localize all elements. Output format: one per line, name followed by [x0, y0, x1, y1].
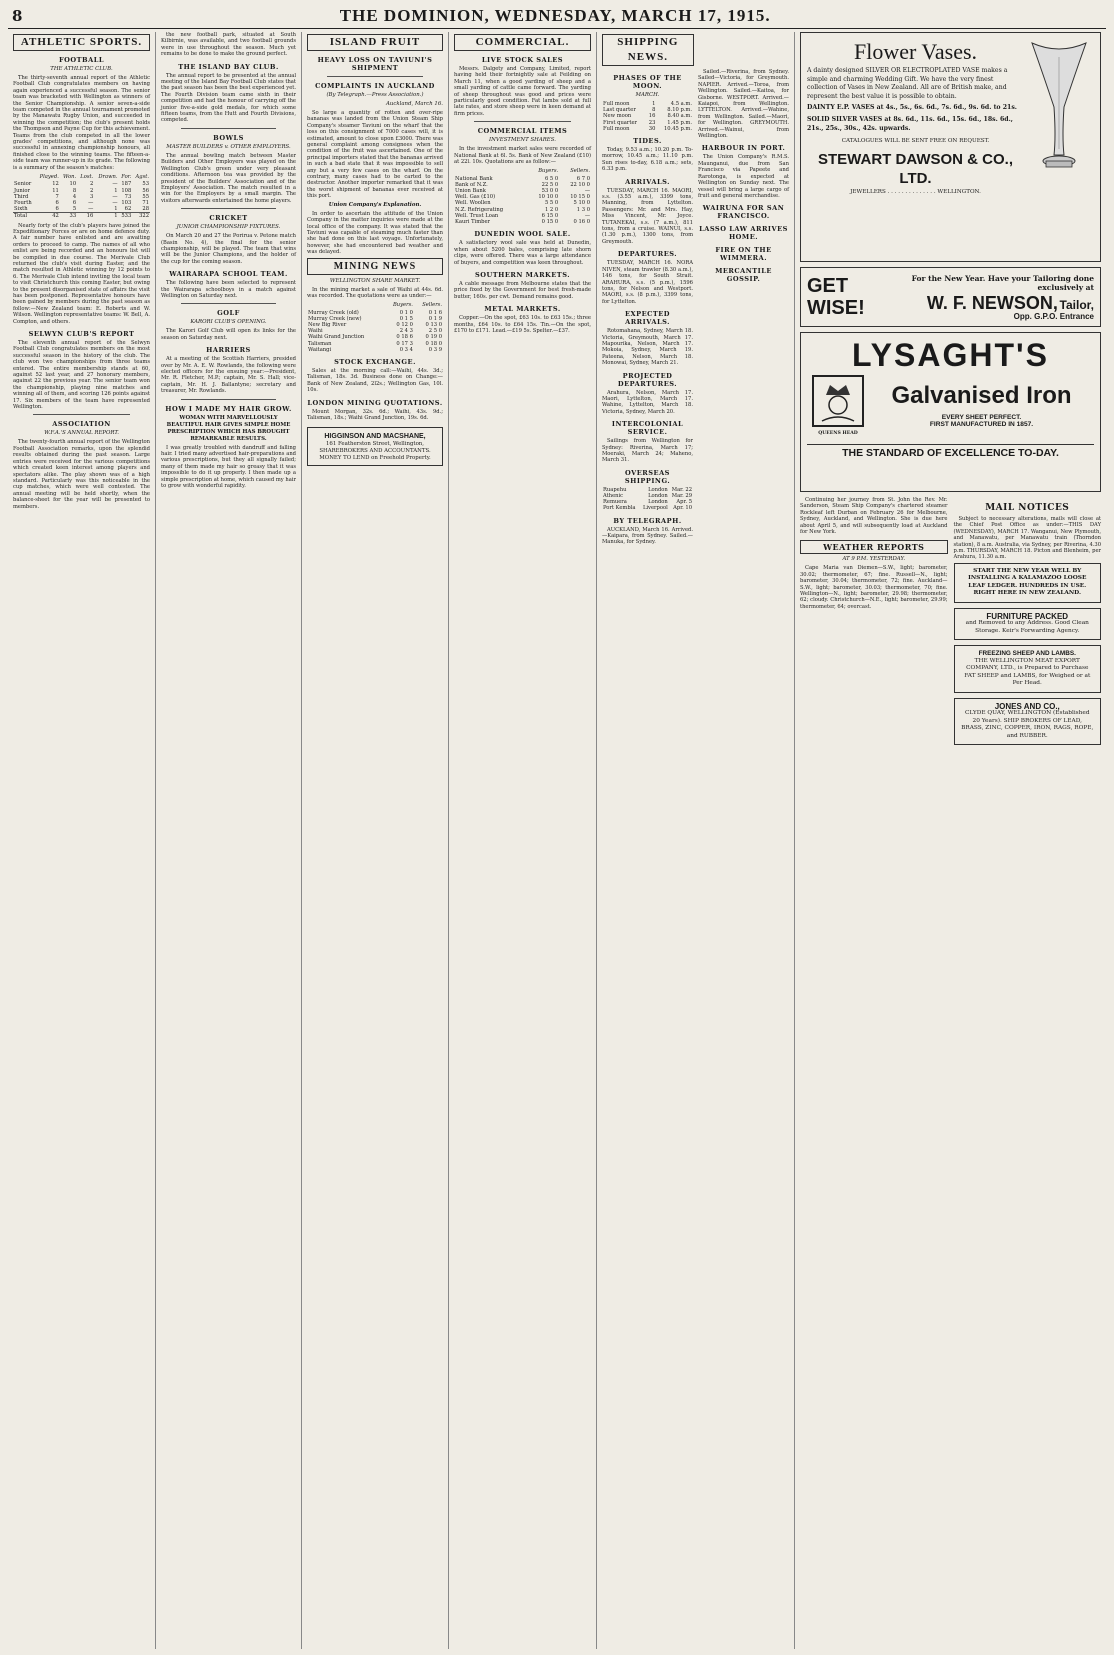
section-title-mining: MINING NEWS: [307, 258, 443, 275]
subheading-weather: AT 9 P.M. YESTERDAY.: [842, 556, 906, 563]
article-island-fruit: So large a quantity of rotten and over-ripe bananas was landed from the Union Steam Ship Company's steamer Taviuni on the wharf that the loss on this consignment of 7000 cases will, it is estimated, amount to close upon £3000. There was general complaint among consignees when the condition of the fruit was ascertained. One of the principal importers stated that the bananas arrived in such a bad state that it was impossible to sell any but a very few cases on the wharf. On the contrary, many cases had to be carted to the destructor. Another importer remarked that it was the worst shipment of bananas ever received at this port.: [307, 110, 443, 200]
ad-jones-heading: JONES AND CO.,: [994, 701, 1060, 711]
heading-live-stock: LIVE STOCK SALES: [481, 56, 564, 64]
ad-flower-vases-body: A dainty designed SILVER OR ELECTROPLATED VASE makes a simple and charming Wedding Gift. We have the very finest collection of Vases in New Zealand. All are of British make, and represent the best value it is possible to obtain.: [807, 67, 1008, 100]
shipping-subcolumn-right: [698, 69, 789, 548]
heading-overseas-shipping: OVERSEAS SHIPPING.: [624, 468, 671, 485]
heading-moon-phases: PHASES OF THE MOON.: [613, 74, 682, 90]
table-row: Sixth 6 5 — 1 62 28: [14, 206, 149, 213]
table-row: N.Z. Refrigerating 1 2 0 1 3 0: [455, 206, 590, 213]
table-row: Bank of N.Z. 22 5 0 22 10 0: [455, 181, 590, 188]
ad-stewart-dawson: STEWART DAWSON & CO., LTD.: [818, 150, 1013, 187]
column-athletic-sports: [8, 32, 156, 1649]
heading-harriers: HARRIERS: [206, 346, 251, 355]
ad-lysaght-claim1: EVERY SHEET PERFECT.: [941, 414, 1022, 422]
article-hair: I was greatly troubled with dandruff and falling hair. I tried many advertised hair-preparations and various prescriptions, but they all signally failed; many of them made my hair so greasy that it was impossible to do it up properly. I then made up a simple prescription at home, which caused my hair to grow with wonderful rapidity.: [161, 444, 296, 490]
table-row: New Big River 0 12 0 0 13 0: [308, 321, 442, 328]
ad-flower-vases-title: Flower Vases.: [853, 39, 978, 64]
ad-newson-body: [902, 274, 1094, 320]
heading-union-explanation: Union Company's Explanation.: [328, 201, 422, 208]
ad-flower-vases-text: [807, 37, 1024, 257]
ad-lysaght: [800, 332, 1101, 492]
vase-icon: [1024, 37, 1094, 257]
column-island-fruit: [302, 32, 449, 1649]
table-row: Waitangi 0 3 4 0 3 9: [308, 346, 442, 353]
article-by-telegraph: AUCKLAND, March 16. Arrived.—Kaipara, from Sydney. Sailed.—Manuka, for Sydney.: [602, 526, 693, 546]
divider: [181, 128, 276, 129]
subheading-athletic-club: THE ATHLETIC CLUB.: [50, 66, 113, 72]
heading-golf: GOLF: [217, 309, 240, 318]
heading-cricket: CRICKET: [209, 214, 248, 223]
heading-southern-markets: SOUTHERN MARKETS.: [474, 270, 571, 279]
ad-freezing: [954, 645, 1102, 693]
ad-flower-vases: [800, 32, 1101, 262]
ads-lower-subcolumns: [800, 497, 1101, 750]
article-harriers: At a meeting of the Scottish Harriers, presided over by Mr. A. E. W. Rowlands, the following were elected officers for the ensuing year:—President, Mr. R. Fletcher, M.P.; captain, Mr. S. Hall; vice-captain, Mr. H. J. Ballantyne; secretary and treasurer, Mr. Rowlands.: [161, 356, 296, 395]
ad-newson-address: Opp. G.P.O. Entrance: [1013, 311, 1094, 321]
byline: (By Telegraph.—Press Association.): [326, 92, 424, 98]
table-row: Waihi Grand Junction 0 18 6 0 19 0: [308, 334, 442, 341]
table-row: Senior 12 10 2 — 187 53: [14, 181, 149, 188]
table-row: First quarter 23 1.45 p.m.: [603, 119, 692, 126]
divider: [33, 414, 130, 415]
heading-dunedin-wool: DUNEDIN WOOL SALE.: [474, 230, 571, 239]
table-row: Port Kembla Liverpool Apr. 10: [603, 505, 692, 512]
heading-bowls: BOWLS: [213, 133, 244, 142]
heading-arrivals: ARRIVALS.: [625, 177, 670, 186]
ad-flower-vases-solid: SOLID SILVER VASES at 8s. 6d., 11s. 6d., 15s. 6d., 18s. 6d., 21s., 25s., 30s., 42s. upwards.: [807, 115, 1013, 132]
season-results-table: [13, 173, 150, 219]
heading-mail-notices: MAIL NOTICES: [985, 503, 1070, 513]
subheading-bowls: MASTER BUILDERS v. OTHER EMPLOYERS.: [166, 143, 291, 150]
table-row: Remuera London Apr. 5: [603, 499, 692, 506]
heading-expected-arrivals: EXPECTED ARRIVALS.: [624, 310, 671, 327]
ad-furniture-heading: FURNITURE PACKED: [986, 611, 1069, 621]
table-row: Athenic London Mar. 29: [603, 493, 692, 500]
divider: [181, 303, 276, 304]
article-london-mining: Mount Morgan, 32s. 6d.; Waihi, 43s. 9d.; Talisman, 18s.; Waihi Grand Junction, 19s. 6d.: [307, 408, 443, 421]
heading-football: FOOTBALL: [58, 56, 105, 64]
heading-harbour: HARBOUR IN PORT.: [701, 144, 786, 153]
ad-higginson-text: 161 Featherston Street, Wellington, SHAREBROKERS AND ACCOUNTANTS. MONEY TO LEND on Freehold Property.: [319, 441, 431, 461]
section-title-athletic: ATHLETIC SPORTS.: [13, 34, 150, 51]
ad-freezing-heading: FREEZING SHEEP AND LAMBS.: [978, 650, 1076, 658]
article-tides: Today, 9.53 a.m.; 10.20 p.m. To-morrow, 10.45 a.m.; 11.10 p.m. Sun rises to-day, 6.18 a.m.; sets, 6.33 p.m.: [602, 147, 693, 173]
table-row: Talisman 0 17 3 0 18 0: [308, 340, 442, 347]
heading-intercolonial: INTERCOLONIAL SERVICE.: [611, 420, 684, 437]
table-row: Waihi 2 4 3 2 5 0: [308, 328, 442, 335]
column-sports-cont: [156, 32, 302, 1649]
subheading-golf: KARORI CLUB'S OPENING.: [190, 319, 267, 326]
table-row: Union Bank 53 0 0 —: [455, 188, 590, 195]
table-row: New moon 16 8.40 a.m.: [603, 113, 692, 120]
column-commercial: [449, 32, 597, 1649]
ad-flower-vases-ep: DAINTY E.P. VASES at 4s., 5s., 6s. 6d., 7s. 6d., 9s. 6d. to 21s.: [807, 104, 1017, 112]
ad-lysaght-claim2: FIRST MANUFACTURED IN 1857.: [929, 420, 1034, 428]
shares-table: [454, 167, 591, 225]
heading-by-telegraph: BY TELEGRAPH.: [613, 516, 682, 525]
ad-lysaght-brand: QUEENS HEAD: [818, 431, 858, 437]
table-row: Junior 11 8 2 1 108 56: [14, 187, 149, 194]
ad-lysaght-text: [869, 381, 1094, 428]
ad-lysaght-standard: THE STANDARD OF EXCELLENCE TO-DAY.: [807, 444, 1094, 456]
heading-metal-markets: METAL MARKETS.: [484, 305, 561, 314]
ads-lower-left: [800, 497, 948, 750]
article-golf: The Karori Golf Club will open its links for the season on Saturday next.: [161, 328, 296, 341]
heading-stock-exchange: STOCK EXCHANGE.: [334, 357, 416, 366]
article-port-movements: Sailed.—Riverina, from Sydney. Sailed—Victoria, for Greymouth. NAPIER. Arrived.—Toroa, from Wellington. Sailed.—Kaitoa, for Gisborne. WESTPORT. Arrived.—Kaiapoi, from Wellington. LYTTELTON. Arrived.—Wahine, from Wellington. Sailed.—Maori, for Wellington. GREYMOUTH. Arrived.—Wainui, from Wellington.: [698, 69, 789, 140]
ad-furniture-text: and Removed to any Address. Good Clean Storage. Keir's Forwarding Agency.: [965, 620, 1089, 634]
article-dunedin-wool: A satisfactory wool sale was held at Dunedin, when about 5200 bales, comprising late shorn clips, were offered. There was a large attendance of buyers, and competition was keen throughout.: [454, 240, 591, 266]
article-cricket: On March 20 and 27 the Porirua v. Petone match (Basin No. 4), the final for the senior championship, will be played. The team that wins will be the Junior Champions, and the holder of the cup for the coming season.: [161, 233, 296, 265]
subheading-share-market: WELLINGTON SHARE MARKET.: [329, 277, 421, 284]
section-title-commercial: COMMERCIAL.: [454, 34, 591, 51]
table-header-row: Buyers. Sellers.: [538, 168, 590, 175]
ad-newson-trade: Tailor,: [1059, 297, 1094, 312]
masthead: [8, 6, 1106, 29]
article-metal-markets: Copper.—On the spot, £63 10s. to £63 15s.; three months, £64 10s. to £64 15s. Tin.—On the spot, £170 to £171. Lead.—£19 5s. Spelter.—£37.: [454, 315, 591, 334]
dateline: Auckland, March 16.: [385, 101, 443, 107]
article-mail-notices: Subject to necessary alterations, mails will close at the Chief Post Office as under:—THIS DAY (WEDNESDAY), MARCH 17. Wanganui, New Plymouth, and Manawatu, per Manawatu train (Thorndon station), 8 a.m. Australia, via Sydney, per Riverina, 4.30 p.m. THURSDAY, MARCH 18. Picton and Blenheim, per Arahura, 11.30 a.m.: [953, 516, 1101, 561]
table-row: Murray Creek (old) 0 1 0 0 1 6: [308, 309, 442, 316]
table-header-row: Buyers. Sellers.: [392, 302, 442, 309]
section-title-island-fruit: ISLAND FRUIT: [307, 34, 443, 51]
heading-wairuna: WAIRUNA FOR SAN FRANCISCO.: [702, 204, 785, 221]
heading-association: ASSOCIATION: [52, 420, 111, 429]
heading-school-team: WAIRARAPA SCHOOL TEAM.: [169, 270, 288, 279]
moon-month: MARCH.: [635, 92, 660, 98]
heading-commercial-items: COMMERCIAL ITEMS: [477, 127, 568, 136]
article-arrivals: TUESDAY, MARCH 16. MAORI, s.s. (3.55 a.m.), 3399 tons, Manning, from Lyttelton. Passengers: Mr. and Mrs. Hay, Miss Vincent, Mr. Joyce. TUTANEKAI, s.s. (7 a.m.), 811 tons, from a cruise. WAINUI, s.s. (1.30 p.m.), 1300 tons, from Greymouth.: [602, 187, 693, 245]
article-expected-arrivals: Rotomahana, Sydney, March 18. Victoria, Greymouth, March 17. Mapourika, Nelson, March 17. Mokoia, Sydney, March 19. Pateena, Nelson, March 18. Monowai, Sydney, March 21.: [602, 328, 693, 367]
heading-lasso-law: LASSO LAW ARRIVES HOME.: [699, 225, 788, 242]
mining-quotations-table: [307, 301, 443, 353]
column-advertisements: [795, 32, 1106, 1649]
table-row: Third 7 4 3 — 73 55: [14, 193, 149, 200]
table-row: Full moon 1 4.5 a.m.: [603, 101, 692, 107]
subheading-investment-shares: INVESTMENT SHARES.: [489, 137, 556, 144]
ad-lysaght-body: [807, 373, 1094, 436]
article-island-bay: The annual report to be presented at the annual meeting of the Island Bay Football Club states that the past season has been the best experienced yet. The Fourth Division team came sixth in their competition and had the honour of carrying off the junior five-a-side gold medals, for which some fifteen teams, from the Hutt and Fourth Divisions, competed.: [161, 72, 296, 124]
ad-freezing-text: THE WELLINGTON MEAT EXPORT COMPANY, LTD., is Prepared to Purchase FAT SHEEP and LAMBS, for Weighed or at Per Head.: [964, 657, 1091, 687]
divider: [181, 208, 276, 209]
heading-tides: TIDES.: [633, 137, 662, 146]
shipping-subcolumns: [602, 69, 789, 548]
article-investment: In the investment market sales were recorded of National Bank at 6l. 5s. Bank of New Zealand (£10) at 22l. 10s. Quotations are as follow:—: [454, 146, 591, 166]
ad-jones-text: CLYDE QUAY, WELLINGTON (Established 20 Years). SHIP BROKERS OF LEAD, BRASS, ZINC, COPPER, IRON, RAGS, ROPE, and RUBBER.: [961, 710, 1094, 739]
table-row: Fourth 6 6 — — 103 71: [14, 199, 149, 206]
table-row: Ruapehu London Mar. 22: [603, 486, 692, 493]
article-bowls: The annual bowling match between Master Builders and Other Employers was played on the Wellington Club's green under very pleasant conditions. Afternoon tea was provided by the president of the Builders' Association and of the Employers' Association. The match resulted in a win for the Employers by a small margin. The visitors afterwards entertained the home players.: [161, 152, 296, 204]
heading-weather: WEATHER REPORTS: [800, 540, 948, 554]
article-projected-departures: Arahura, Nelson, March 17. Maori, Lyttelton, March 17. Wahine, Lyttelton, March 18. Victoria, Sydney, March 20.: [602, 389, 693, 415]
ad-flower-vases-catalogue: CATALOGUES WILL BE SENT FREE ON REQUEST.: [841, 138, 990, 145]
heading-london-mining: LONDON MINING QUOTATIONS.: [307, 398, 443, 407]
moon-phases-table: [602, 101, 693, 132]
ad-newson-tagline: For the New Year. Have your Tailoring done exclusively at: [911, 273, 1094, 292]
page-number: 8: [12, 7, 23, 25]
heading-projected-departures: PROJECTED DEPARTURES.: [617, 371, 678, 388]
table-row: Full moon 30 10.45 p.m.: [603, 125, 692, 132]
heading-taviuni: HEAVY LOSS ON TAVIUNI'S SHIPMENT: [317, 56, 433, 72]
table-row: Murray Creek (new) 0 1 5 0 1 9: [308, 315, 442, 322]
article-harbour: The Union Company's R.M.S. Maunganui, due from San Francisco via Papeete and Rarotonga, is expected at Wellington on Sunday next. The vessel will bring a large cargo of fruit and general merchandise.: [698, 154, 789, 199]
table-total-row: Total 42 33 16 1 533 322: [14, 213, 149, 220]
subheading-cricket: JUNIOR CHAMPIONSHIP FIXTURES.: [176, 224, 281, 231]
table-row: Well. Gas (£10) 10 10 0 10 15 0: [455, 194, 590, 201]
divider: [181, 399, 276, 400]
table-row: Last quarter 8 8.10 p.m.: [603, 107, 692, 114]
article-stock-exchange: Sales at the morning call:—Waihi, 44s. 3d.; Talisman, 18s. 3d. Business done on Change:—Bank of New Zealand, 2l2s.; Wellington Gas, 10l. 10s.: [307, 367, 443, 394]
ad-higginson: [307, 427, 443, 466]
masthead-title: THE DOMINION, WEDNESDAY, MARCH 17, 1915.: [339, 6, 771, 25]
heading-mercantile-gossip: MERCANTILE GOSSIP.: [715, 267, 772, 284]
article-departures: TUESDAY, MARCH 16. NORA NIVEN, steam trawler (8.30 a.m.), 146 tons, for South Strait. ARAHURA, s.s. (5 p.m.), 1596 tons, for Nelson and Westport. MAORI, s.s. (8 p.m.), 3399 tons, for Lyttelton.: [602, 260, 693, 305]
article-football-park: the new football park, situated at South Kilbirnie, was available, and two football grounds were in use throughout the season. Much yet remains to be done to make the ground perfect.: [161, 32, 296, 58]
overseas-shipping-table: [602, 487, 693, 512]
heading-departures: DEPARTURES.: [617, 250, 678, 259]
section-title-shipping: SHIPPING NEWS.: [602, 34, 694, 66]
article-weather: Cape Maria van Diemen—S.W., light; barometer, 30.02; thermometer, 67; fine. Russell—N., light; barometer, 30.04; thermometer, 72; fine. Auckland—S.W., light; barometer, 30.03; thermometer, 70; fine. Wellington—N., light; barometer, 29.98; thermometer, 62; cloudy. Christchurch—N.E., light; barometer, 29.99; thermometer, 64; overcast.: [800, 565, 948, 610]
article-association: The twenty-fourth annual report of the Wellington Football Association remarks, upon the splendid results obtained during the past season. Large entries were received for the various competitions which created keen interest among players and spectators alike. The play shown was of a high standard. Particularly was this noticeable in the cup matches, which were well contested. The annual meeting will be held shortly, when the balance-sheet for the year will be presented to members.: [13, 439, 150, 510]
article-live-stock: Messrs. Dalgety and Company, Limited, report having held their fortnightly sale at Feilding on March 11, when a good yarding of sheep and a small yarding of cattle came forward. The yarding of sheep throughout was good and prices were particularly good condition. Fat lambs sold at full late rates, and store sheep were in keen demand at firm prices.: [454, 66, 591, 117]
article-rockleaf: Continuing her journey from St. John the Rev. Mr. Sanderson, Steam Ship Company's chartered steamer Rockleaf left Durban on February 26 for Melbourne, Sydney, Auckland, and Wellington. She is due here about April 5, and will subsequently load at Auckland for New York.: [800, 497, 948, 536]
queens-head-emblem-icon: [807, 373, 869, 436]
ad-higginson-name: HIGGINSON AND MACSHANE,: [324, 433, 426, 441]
column-shipping: [597, 32, 795, 1649]
article-southern-markets: A cable message from Melbourne states that the price fixed by the Government for best fresh-made butter, 160s. per cwt. Demand remains good.: [454, 280, 591, 300]
heading-fire-wimmera: FIRE ON THE WIMMERA.: [715, 246, 772, 263]
subheading-hair: WOMAN WITH MARVELLOUSLY BEAUTIFUL HAIR GIVES SIMPLE HOME PRESCRIPTION WHICH HAS BROUGHT REMARKABLE RESULTS.: [166, 414, 291, 442]
ad-kalamazoo: START THE NEW YEAR WELL BY INSTALLING A KALAMAZOO LOOSE LEAF LEDGER. HUNDREDS IN USE. RIGHT HERE IN NEW ZEALAND.: [954, 563, 1102, 603]
ad-lysaght-name: LYSAGHT'S: [852, 337, 1049, 373]
heading-selwyn: SELWYN CLUB'S REPORT: [28, 330, 135, 339]
article-athletic-club-cont: Nearly forty of the club's players have joined the Expeditionary Forces or are on home defence duty. A fair number have enlisted and are awaiting orders to proceed to camp. The names of all who enlist are being recorded and an honours list will be compiled in due course. The Merivale Club returned the club's visit during Easter, and the match resulted in Athletic winning by 12 points to 6. The Merivale Club intend inviting the local team to visit Christchurch this coming Easter, but owing to the present disorganised state of affairs the visit has been postponed. Representative honours have been gained by members during the past season as follow:—New Zealand team: E. Roberts and W. Wilson. Wellington representative teams: W. Bell, A. Compton, and others.: [13, 222, 150, 325]
divider: [327, 76, 423, 77]
subheading-wfa: W.F.A.'S ANNUAL REPORT.: [44, 430, 119, 437]
table-row: Kauri Timber 0 15 0 0 16 0: [455, 219, 590, 226]
columns: [8, 32, 1106, 1649]
ad-newson: [800, 267, 1101, 327]
divider: [474, 121, 571, 122]
ad-jones: [954, 698, 1102, 746]
heading-hair: HOW I MADE MY HAIR GROW.: [165, 404, 292, 413]
ads-lower-right: [954, 497, 1102, 750]
heading-island-bay: THE ISLAND BAY CLUB.: [178, 62, 279, 71]
ad-newson-getwise: GET WISE!: [807, 275, 865, 319]
article-school-team: The following have been selected to represent the Wairarapa schoolboys in a match against Wellington on Saturday next.: [161, 280, 296, 299]
article-athletic-club: The thirty-seventh annual report of the Athletic Football Club congratulates members on having again experienced a successful season. The senior team was bracketed with Wellington as winners of the Senior Championship. A senior seven-a-side team competed in the annual tournament promoted by the Manawatu Rugby Union, and succeeded in winning the competition; the club's present holds the Thompson and Payne Cup for this achievement. Teams from the club competed in all the lower grades' competitions, and although none was successful in annexing championship honours, all finished close to the winning teams. The fifteen-a-side team was runner-up in its grade. The following is a summary of the season's matches:: [13, 75, 150, 171]
article-union-explanation: In order to ascertain the attitude of the Union Company in the matter inquiries were made at the local office of the company. It was stated that the Taviuni was capable of steaming much faster than she had done on this last voyage. Unfortunately, however, she had encountered bad weather and was delayed.: [307, 210, 443, 256]
ad-stewart-dawson-jewellers: JEWELLERS . . . . . . . . . . . . . . WELLINGTON.: [850, 188, 981, 195]
ad-furniture: [954, 608, 1102, 641]
table-row: National Bank 6 5 0 6 7 0: [455, 175, 590, 182]
shipping-subcolumn-left: [602, 69, 693, 548]
article-intercolonial: Sailings from Wellington for Sydney: Riverina, March 17; Moeraki, March 24; Maheno, March 31.: [602, 438, 693, 464]
table-row: Well. Woollen 5 5 0 5 10 0: [455, 200, 590, 207]
article-selwyn: The eleventh annual report of the Selwyn Football Club congratulates members on the most successful season in the history of the club. The club won two championships from three teams entered. The entire membership stands at 60, against 52 last year, and 27 honorary members, against 22 the previous year. The senior team won the championship, playing nine matches and winning all of them, and scoring 126 points against 17. Six members of the team have represented Wellington.: [13, 340, 150, 411]
table-header-row: Played. Won. Lost. Drawn. For. Agst.: [39, 174, 149, 181]
heading-complaints: COMPLAINTS IN AUCKLAND: [315, 82, 435, 90]
ad-lysaght-product: Galvanised Iron: [891, 382, 1072, 410]
ad-newson-name: W. F. NEWSON,: [926, 292, 1058, 313]
table-row: Well. Trust Loan 6 15 0 —: [455, 212, 590, 219]
article-mining: In the mining market a sale of Waihi at 44s. 6d. was recorded. The quotations were as under:—: [307, 286, 443, 299]
